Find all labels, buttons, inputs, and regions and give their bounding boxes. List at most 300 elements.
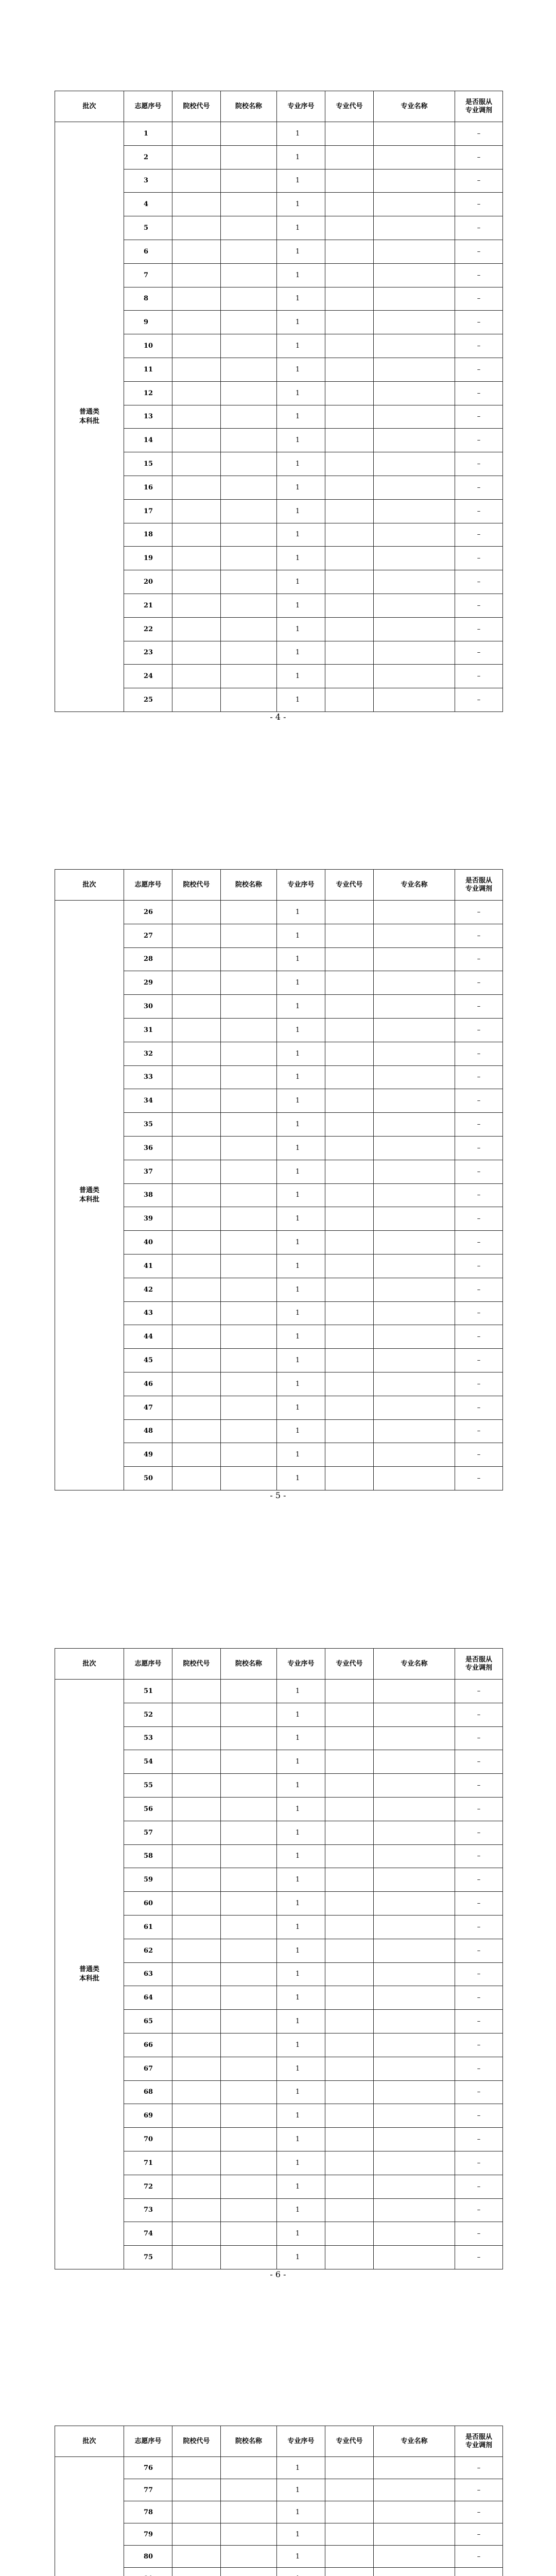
school-code-cell[interactable] — [172, 2033, 221, 2057]
major-name-cell[interactable] — [374, 381, 455, 405]
school-name-cell[interactable] — [221, 122, 277, 146]
school-name-cell[interactable] — [221, 2080, 277, 2104]
adjust-cell[interactable]: – — [455, 1419, 503, 1443]
major-code-cell[interactable] — [325, 2222, 374, 2246]
major-name-cell[interactable] — [374, 452, 455, 476]
school-name-cell[interactable] — [221, 429, 277, 452]
adjust-cell[interactable]: – — [455, 145, 503, 169]
major-code-cell[interactable] — [325, 2010, 374, 2033]
major-code-cell[interactable] — [325, 240, 374, 263]
adjust-cell[interactable]: – — [455, 1467, 503, 1490]
major-code-cell[interactable] — [325, 1986, 374, 2010]
major-name-cell[interactable] — [374, 2057, 455, 2080]
school-code-cell[interactable] — [172, 2198, 221, 2222]
major-name-cell[interactable] — [374, 995, 455, 1019]
school-code-cell[interactable] — [172, 405, 221, 429]
school-name-cell[interactable] — [221, 1207, 277, 1231]
school-name-cell[interactable] — [221, 971, 277, 995]
adjust-cell[interactable]: – — [455, 1042, 503, 1065]
major-name-cell[interactable] — [374, 216, 455, 240]
major-name-cell[interactable] — [374, 665, 455, 688]
adjust-cell[interactable]: – — [455, 641, 503, 665]
major-code-cell[interactable] — [325, 2175, 374, 2198]
school-code-cell[interactable] — [172, 2457, 221, 2479]
school-code-cell[interactable] — [172, 1443, 221, 1467]
major-name-cell[interactable] — [374, 263, 455, 287]
major-code-cell[interactable] — [325, 1680, 374, 1703]
major-code-cell[interactable] — [325, 1301, 374, 1325]
adjust-cell[interactable]: – — [455, 1160, 503, 1183]
school-code-cell[interactable] — [172, 1962, 221, 1986]
major-code-cell[interactable] — [325, 971, 374, 995]
adjust-cell[interactable]: – — [455, 287, 503, 311]
major-name-cell[interactable] — [374, 1986, 455, 2010]
adjust-cell[interactable]: – — [455, 2222, 503, 2246]
major-name-cell[interactable] — [374, 2546, 455, 2568]
major-name-cell[interactable] — [374, 1325, 455, 1349]
major-code-cell[interactable] — [325, 1868, 374, 1892]
school-code-cell[interactable] — [172, 641, 221, 665]
adjust-cell[interactable]: – — [455, 1797, 503, 1821]
major-name-cell[interactable] — [374, 2080, 455, 2104]
adjust-cell[interactable]: – — [455, 193, 503, 216]
school-name-cell[interactable] — [221, 452, 277, 476]
school-code-cell[interactable] — [172, 1160, 221, 1183]
major-code-cell[interactable] — [325, 429, 374, 452]
major-name-cell[interactable] — [374, 1680, 455, 1703]
adjust-cell[interactable]: – — [455, 2128, 503, 2151]
school-code-cell[interactable] — [172, 476, 221, 499]
adjust-cell[interactable]: – — [455, 1349, 503, 1372]
major-code-cell[interactable] — [325, 476, 374, 499]
major-code-cell[interactable] — [325, 901, 374, 924]
major-code-cell[interactable] — [325, 1089, 374, 1113]
adjust-cell[interactable]: – — [455, 1939, 503, 1962]
adjust-cell[interactable]: – — [455, 665, 503, 688]
school-code-cell[interactable] — [172, 1349, 221, 1372]
major-name-cell[interactable] — [374, 1160, 455, 1183]
school-name-cell[interactable] — [221, 617, 277, 641]
major-name-cell[interactable] — [374, 1821, 455, 1844]
school-code-cell[interactable] — [172, 901, 221, 924]
adjust-cell[interactable]: – — [455, 1301, 503, 1325]
school-name-cell[interactable] — [221, 2033, 277, 2057]
major-name-cell[interactable] — [374, 2523, 455, 2546]
major-code-cell[interactable] — [325, 1183, 374, 1207]
adjust-cell[interactable]: – — [455, 1207, 503, 1231]
school-code-cell[interactable] — [172, 594, 221, 617]
major-name-cell[interactable] — [374, 1183, 455, 1207]
major-name-cell[interactable] — [374, 1042, 455, 1065]
school-code-cell[interactable] — [172, 1726, 221, 1750]
adjust-cell[interactable]: – — [455, 452, 503, 476]
major-name-cell[interactable] — [374, 971, 455, 995]
school-code-cell[interactable] — [172, 1231, 221, 1255]
adjust-cell[interactable]: – — [455, 1278, 503, 1301]
major-code-cell[interactable] — [325, 2104, 374, 2128]
major-name-cell[interactable] — [374, 1892, 455, 1916]
school-code-cell[interactable] — [172, 1915, 221, 1939]
major-name-cell[interactable] — [374, 1750, 455, 1774]
adjust-cell[interactable]: – — [455, 1915, 503, 1939]
school-code-cell[interactable] — [172, 263, 221, 287]
major-name-cell[interactable] — [374, 947, 455, 971]
major-code-cell[interactable] — [325, 2033, 374, 2057]
school-name-cell[interactable] — [221, 2128, 277, 2151]
school-name-cell[interactable] — [221, 2479, 277, 2501]
school-code-cell[interactable] — [172, 2568, 221, 2576]
major-code-cell[interactable] — [325, 2479, 374, 2501]
school-code-cell[interactable] — [172, 358, 221, 381]
adjust-cell[interactable]: – — [455, 1868, 503, 1892]
school-name-cell[interactable] — [221, 570, 277, 594]
school-code-cell[interactable] — [172, 193, 221, 216]
adjust-cell[interactable]: – — [455, 2479, 503, 2501]
major-code-cell[interactable] — [325, 1750, 374, 1774]
major-code-cell[interactable] — [325, 216, 374, 240]
major-code-cell[interactable] — [325, 1939, 374, 1962]
adjust-cell[interactable]: – — [455, 901, 503, 924]
school-name-cell[interactable] — [221, 2057, 277, 2080]
adjust-cell[interactable]: – — [455, 1986, 503, 2010]
school-name-cell[interactable] — [221, 2175, 277, 2198]
major-code-cell[interactable] — [325, 1065, 374, 1089]
major-name-cell[interactable] — [374, 240, 455, 263]
school-name-cell[interactable] — [221, 1726, 277, 1750]
adjust-cell[interactable]: – — [455, 947, 503, 971]
school-name-cell[interactable] — [221, 688, 277, 712]
school-name-cell[interactable] — [221, 1703, 277, 1726]
adjust-cell[interactable]: – — [455, 1089, 503, 1113]
major-name-cell[interactable] — [374, 1868, 455, 1892]
school-name-cell[interactable] — [221, 499, 277, 523]
major-code-cell[interactable] — [325, 1915, 374, 1939]
major-name-cell[interactable] — [374, 169, 455, 193]
school-name-cell[interactable] — [221, 1042, 277, 1065]
major-code-cell[interactable] — [325, 405, 374, 429]
school-name-cell[interactable] — [221, 1160, 277, 1183]
adjust-cell[interactable]: – — [455, 263, 503, 287]
school-name-cell[interactable] — [221, 193, 277, 216]
major-code-cell[interactable] — [325, 1113, 374, 1137]
major-name-cell[interactable] — [374, 547, 455, 570]
school-code-cell[interactable] — [172, 995, 221, 1019]
school-code-cell[interactable] — [172, 1821, 221, 1844]
school-name-cell[interactable] — [221, 665, 277, 688]
major-code-cell[interactable] — [325, 1349, 374, 1372]
school-code-cell[interactable] — [172, 452, 221, 476]
major-name-cell[interactable] — [374, 901, 455, 924]
major-code-cell[interactable] — [325, 570, 374, 594]
school-code-cell[interactable] — [172, 311, 221, 334]
school-code-cell[interactable] — [172, 1207, 221, 1231]
major-name-cell[interactable] — [374, 1207, 455, 1231]
major-code-cell[interactable] — [325, 1703, 374, 1726]
school-name-cell[interactable] — [221, 2523, 277, 2546]
school-name-cell[interactable] — [221, 2457, 277, 2479]
school-code-cell[interactable] — [172, 1042, 221, 1065]
school-code-cell[interactable] — [172, 499, 221, 523]
school-name-cell[interactable] — [221, 1986, 277, 2010]
major-code-cell[interactable] — [325, 2246, 374, 2269]
major-name-cell[interactable] — [374, 2457, 455, 2479]
adjust-cell[interactable]: – — [455, 381, 503, 405]
school-name-cell[interactable] — [221, 240, 277, 263]
adjust-cell[interactable]: – — [455, 971, 503, 995]
school-name-cell[interactable] — [221, 1750, 277, 1774]
adjust-cell[interactable]: – — [455, 1750, 503, 1774]
major-name-cell[interactable] — [374, 924, 455, 947]
school-code-cell[interactable] — [172, 2080, 221, 2104]
major-name-cell[interactable] — [374, 1231, 455, 1255]
school-code-cell[interactable] — [172, 2246, 221, 2269]
major-code-cell[interactable] — [325, 1467, 374, 1490]
school-code-cell[interactable] — [172, 1301, 221, 1325]
school-name-cell[interactable] — [221, 405, 277, 429]
adjust-cell[interactable]: – — [455, 2501, 503, 2523]
adjust-cell[interactable]: – — [455, 334, 503, 358]
major-name-cell[interactable] — [374, 358, 455, 381]
school-name-cell[interactable] — [221, 1183, 277, 1207]
school-name-cell[interactable] — [221, 1467, 277, 1490]
school-name-cell[interactable] — [221, 2246, 277, 2269]
school-code-cell[interactable] — [172, 1703, 221, 1726]
school-name-cell[interactable] — [221, 1797, 277, 1821]
major-name-cell[interactable] — [374, 2246, 455, 2269]
major-code-cell[interactable] — [325, 169, 374, 193]
major-code-cell[interactable] — [325, 1774, 374, 1798]
school-code-cell[interactable] — [172, 547, 221, 570]
major-name-cell[interactable] — [374, 1703, 455, 1726]
major-name-cell[interactable] — [374, 570, 455, 594]
major-name-cell[interactable] — [374, 476, 455, 499]
major-name-cell[interactable] — [374, 2151, 455, 2175]
major-name-cell[interactable] — [374, 145, 455, 169]
major-code-cell[interactable] — [325, 263, 374, 287]
school-code-cell[interactable] — [172, 1680, 221, 1703]
adjust-cell[interactable]: – — [455, 1018, 503, 1042]
adjust-cell[interactable]: – — [455, 570, 503, 594]
school-code-cell[interactable] — [172, 1396, 221, 1419]
major-name-cell[interactable] — [374, 1136, 455, 1160]
school-name-cell[interactable] — [221, 1939, 277, 1962]
adjust-cell[interactable]: – — [455, 1821, 503, 1844]
school-name-cell[interactable] — [221, 1254, 277, 1278]
major-name-cell[interactable] — [374, 1774, 455, 1798]
major-name-cell[interactable] — [374, 1419, 455, 1443]
school-code-cell[interactable] — [172, 1892, 221, 1916]
major-code-cell[interactable] — [325, 1892, 374, 1916]
major-name-cell[interactable] — [374, 429, 455, 452]
school-code-cell[interactable] — [172, 617, 221, 641]
adjust-cell[interactable]: – — [455, 1396, 503, 1419]
school-code-cell[interactable] — [172, 122, 221, 146]
school-name-cell[interactable] — [221, 2568, 277, 2576]
major-name-cell[interactable] — [374, 1844, 455, 1868]
major-name-cell[interactable] — [374, 2568, 455, 2576]
major-code-cell[interactable] — [325, 1136, 374, 1160]
major-code-cell[interactable] — [325, 1278, 374, 1301]
school-name-cell[interactable] — [221, 287, 277, 311]
major-code-cell[interactable] — [325, 1396, 374, 1419]
school-code-cell[interactable] — [172, 688, 221, 712]
major-name-cell[interactable] — [374, 1089, 455, 1113]
school-code-cell[interactable] — [172, 947, 221, 971]
school-name-cell[interactable] — [221, 1774, 277, 1798]
school-name-cell[interactable] — [221, 1113, 277, 1137]
major-code-cell[interactable] — [325, 1844, 374, 1868]
major-code-cell[interactable] — [325, 995, 374, 1019]
school-code-cell[interactable] — [172, 381, 221, 405]
school-code-cell[interactable] — [172, 1325, 221, 1349]
adjust-cell[interactable]: – — [455, 169, 503, 193]
adjust-cell[interactable]: – — [455, 2033, 503, 2057]
adjust-cell[interactable]: – — [455, 2175, 503, 2198]
major-name-cell[interactable] — [374, 2479, 455, 2501]
school-code-cell[interactable] — [172, 1419, 221, 1443]
school-name-cell[interactable] — [221, 1372, 277, 1396]
major-code-cell[interactable] — [325, 1797, 374, 1821]
major-code-cell[interactable] — [325, 2523, 374, 2546]
school-code-cell[interactable] — [172, 971, 221, 995]
adjust-cell[interactable]: – — [455, 1844, 503, 1868]
school-name-cell[interactable] — [221, 641, 277, 665]
major-name-cell[interactable] — [374, 1443, 455, 1467]
major-code-cell[interactable] — [325, 2151, 374, 2175]
major-name-cell[interactable] — [374, 1018, 455, 1042]
school-code-cell[interactable] — [172, 1065, 221, 1089]
school-code-cell[interactable] — [172, 570, 221, 594]
school-code-cell[interactable] — [172, 2104, 221, 2128]
major-code-cell[interactable] — [325, 334, 374, 358]
major-name-cell[interactable] — [374, 2175, 455, 2198]
adjust-cell[interactable]: – — [455, 429, 503, 452]
school-code-cell[interactable] — [172, 2479, 221, 2501]
school-name-cell[interactable] — [221, 1396, 277, 1419]
major-code-cell[interactable] — [325, 1207, 374, 1231]
school-code-cell[interactable] — [172, 1018, 221, 1042]
school-code-cell[interactable] — [172, 1467, 221, 1490]
school-code-cell[interactable] — [172, 1868, 221, 1892]
major-name-cell[interactable] — [374, 1962, 455, 1986]
major-name-cell[interactable] — [374, 688, 455, 712]
major-code-cell[interactable] — [325, 547, 374, 570]
school-code-cell[interactable] — [172, 523, 221, 547]
school-name-cell[interactable] — [221, 216, 277, 240]
major-code-cell[interactable] — [325, 2057, 374, 2080]
adjust-cell[interactable]: – — [455, 311, 503, 334]
major-name-cell[interactable] — [374, 1726, 455, 1750]
major-code-cell[interactable] — [325, 1821, 374, 1844]
school-code-cell[interactable] — [172, 1939, 221, 1962]
school-name-cell[interactable] — [221, 1844, 277, 1868]
adjust-cell[interactable]: – — [455, 2151, 503, 2175]
adjust-cell[interactable]: – — [455, 122, 503, 146]
school-name-cell[interactable] — [221, 263, 277, 287]
school-name-cell[interactable] — [221, 358, 277, 381]
major-code-cell[interactable] — [325, 1443, 374, 1467]
adjust-cell[interactable]: – — [455, 1136, 503, 1160]
school-code-cell[interactable] — [172, 1183, 221, 1207]
adjust-cell[interactable]: – — [455, 1892, 503, 1916]
adjust-cell[interactable]: – — [455, 1680, 503, 1703]
major-code-cell[interactable] — [325, 499, 374, 523]
school-code-cell[interactable] — [172, 1113, 221, 1137]
school-name-cell[interactable] — [221, 1278, 277, 1301]
major-code-cell[interactable] — [325, 1419, 374, 1443]
adjust-cell[interactable]: – — [455, 594, 503, 617]
school-name-cell[interactable] — [221, 594, 277, 617]
adjust-cell[interactable]: – — [455, 216, 503, 240]
school-name-cell[interactable] — [221, 1962, 277, 1986]
major-name-cell[interactable] — [374, 617, 455, 641]
adjust-cell[interactable]: – — [455, 995, 503, 1019]
school-code-cell[interactable] — [172, 169, 221, 193]
major-code-cell[interactable] — [325, 1042, 374, 1065]
major-code-cell[interactable] — [325, 924, 374, 947]
adjust-cell[interactable]: – — [455, 1113, 503, 1137]
school-code-cell[interactable] — [172, 334, 221, 358]
school-code-cell[interactable] — [172, 1372, 221, 1396]
major-name-cell[interactable] — [374, 122, 455, 146]
major-name-cell[interactable] — [374, 334, 455, 358]
major-code-cell[interactable] — [325, 688, 374, 712]
major-code-cell[interactable] — [325, 2501, 374, 2523]
major-code-cell[interactable] — [325, 1254, 374, 1278]
major-name-cell[interactable] — [374, 1301, 455, 1325]
school-code-cell[interactable] — [172, 1986, 221, 2010]
adjust-cell[interactable]: – — [455, 2080, 503, 2104]
adjust-cell[interactable]: – — [455, 2057, 503, 2080]
adjust-cell[interactable]: – — [455, 405, 503, 429]
school-name-cell[interactable] — [221, 334, 277, 358]
school-code-cell[interactable] — [172, 2010, 221, 2033]
major-code-cell[interactable] — [325, 665, 374, 688]
major-code-cell[interactable] — [325, 122, 374, 146]
adjust-cell[interactable]: – — [455, 2010, 503, 2033]
school-code-cell[interactable] — [172, 1254, 221, 1278]
school-name-cell[interactable] — [221, 523, 277, 547]
school-code-cell[interactable] — [172, 2222, 221, 2246]
major-code-cell[interactable] — [325, 2546, 374, 2568]
major-code-cell[interactable] — [325, 1018, 374, 1042]
school-code-cell[interactable] — [172, 287, 221, 311]
school-name-cell[interactable] — [221, 1443, 277, 1467]
school-name-cell[interactable] — [221, 1868, 277, 1892]
major-name-cell[interactable] — [374, 2501, 455, 2523]
school-code-cell[interactable] — [172, 1089, 221, 1113]
major-code-cell[interactable] — [325, 1372, 374, 1396]
major-code-cell[interactable] — [325, 1160, 374, 1183]
major-code-cell[interactable] — [325, 311, 374, 334]
adjust-cell[interactable] — [455, 2568, 503, 2576]
major-code-cell[interactable] — [325, 452, 374, 476]
adjust-cell[interactable]: – — [455, 617, 503, 641]
major-code-cell[interactable] — [325, 145, 374, 169]
major-name-cell[interactable] — [374, 1113, 455, 1137]
school-name-cell[interactable] — [221, 2010, 277, 2033]
adjust-cell[interactable]: – — [455, 1774, 503, 1798]
major-name-cell[interactable] — [374, 287, 455, 311]
school-code-cell[interactable] — [172, 2057, 221, 2080]
adjust-cell[interactable]: – — [455, 688, 503, 712]
major-name-cell[interactable] — [374, 1278, 455, 1301]
major-code-cell[interactable] — [325, 1231, 374, 1255]
school-code-cell[interactable] — [172, 2151, 221, 2175]
school-code-cell[interactable] — [172, 2128, 221, 2151]
school-code-cell[interactable] — [172, 665, 221, 688]
school-name-cell[interactable] — [221, 476, 277, 499]
